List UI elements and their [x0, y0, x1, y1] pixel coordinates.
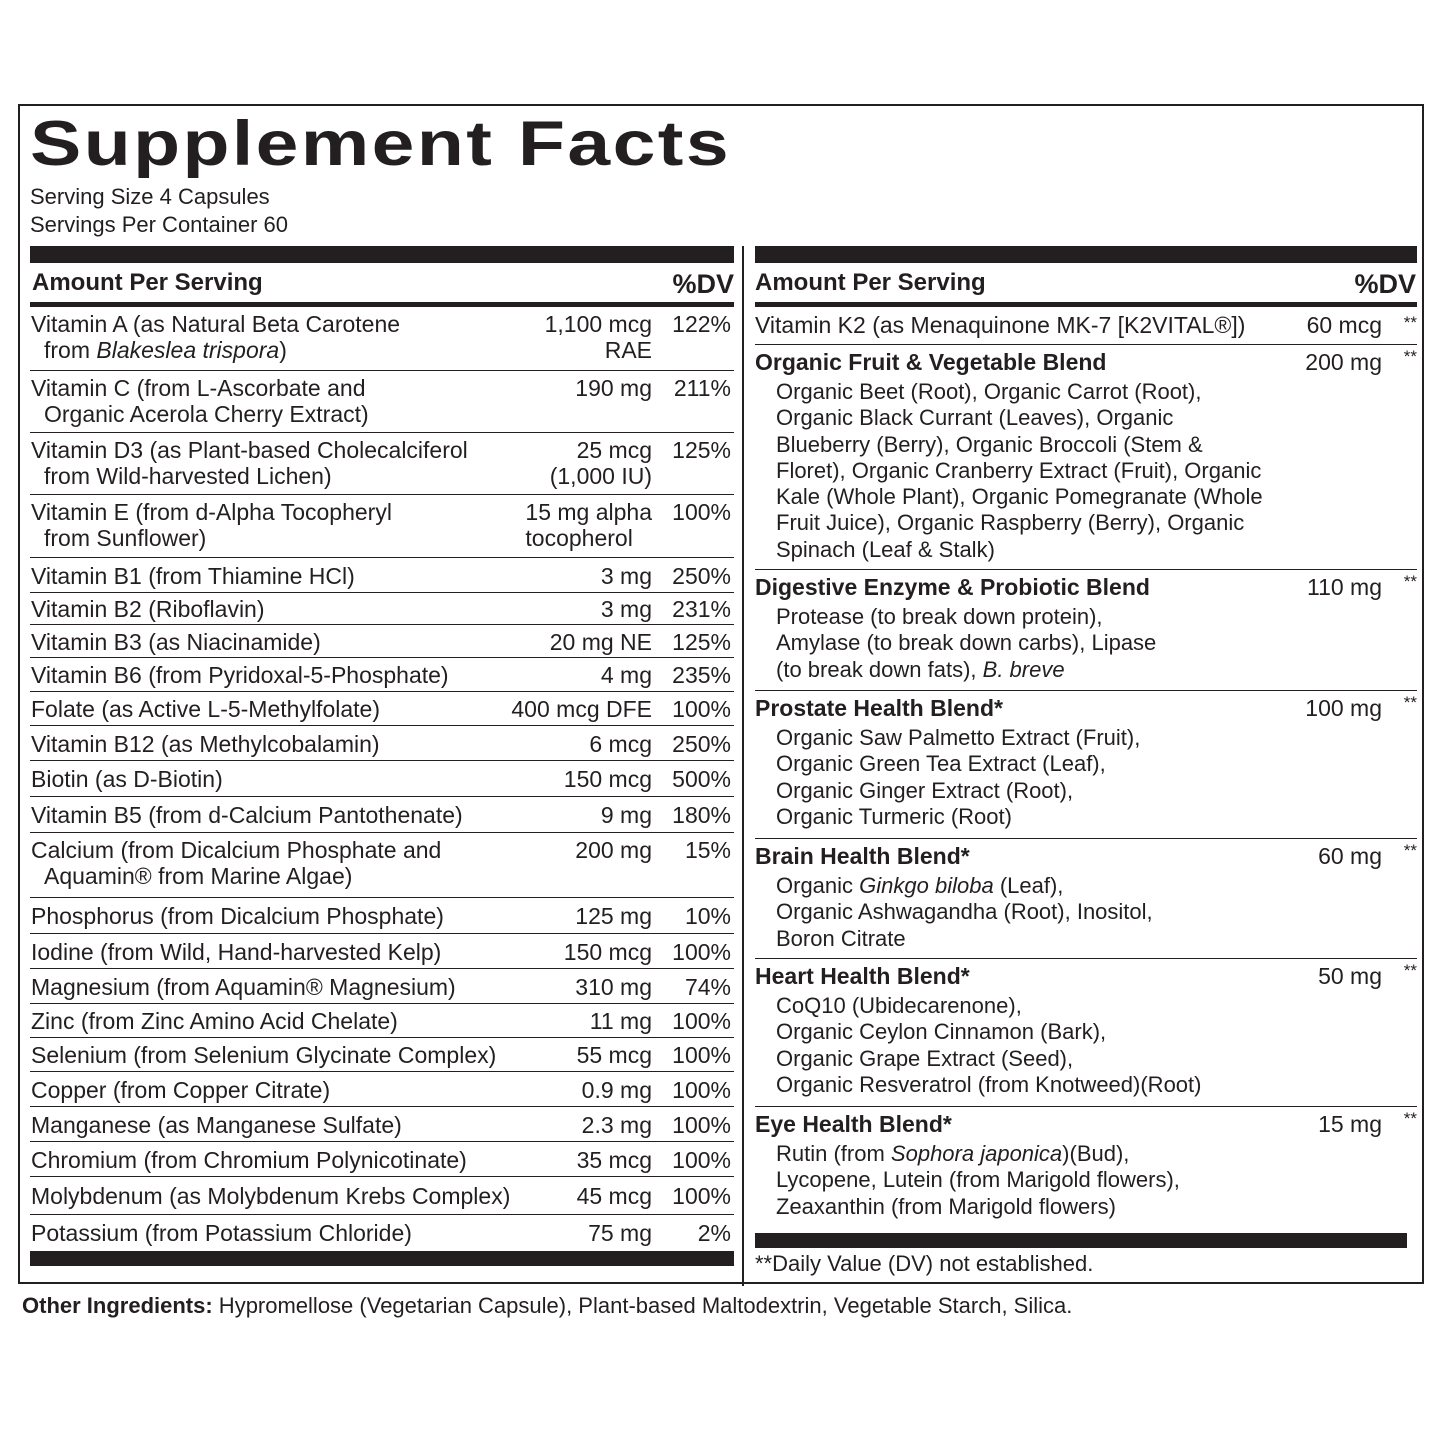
- blend-row: [755, 570, 1417, 691]
- nutrient-name: [31, 1220, 412, 1246]
- panel-title: Supplement Facts: [30, 109, 732, 179]
- nutrient-amount-line: 2.3 mg: [581, 1112, 652, 1138]
- nutrient-amount-line: 55 mcg: [576, 1042, 652, 1068]
- blend-ingredient-line: Kale (Whole Plant), Organic Pomegranate (Whole: [776, 484, 1263, 510]
- nutrient-name-line: Vitamin B2 (Riboflavin): [31, 596, 265, 622]
- nutrient-amount-line: 25 mcg: [576, 437, 652, 463]
- dv-heading: %DV: [1354, 269, 1416, 299]
- blend-ingredient-line: Zeaxanthin (from Marigold flowers): [776, 1193, 1116, 1219]
- nutrient-amount: [601, 662, 652, 688]
- nutrient-amount-line: 3 mg: [600, 563, 652, 589]
- blend-amount: 60 mg: [1318, 843, 1382, 869]
- blend-row: [755, 345, 1417, 570]
- other-ingredients: [22, 1293, 1072, 1319]
- nutrient-dv: 100%: [672, 696, 731, 722]
- blend-ingredient-line: Amylase (to break down carbs), Lipase: [776, 630, 1157, 656]
- nutrient-amount: [575, 903, 652, 929]
- nutrient-dv: 100%: [672, 1042, 731, 1068]
- nutrient-name-line: from Sunflower): [44, 525, 207, 551]
- nutrient-dv: 500%: [672, 766, 731, 792]
- nutrient-dv: 100%: [672, 1112, 731, 1138]
- nutrient-dv: 100%: [672, 1183, 731, 1209]
- nutrient-amount: [577, 1042, 652, 1068]
- blend-name: Brain Health Blend*: [755, 843, 970, 869]
- nutrient-dv: 15%: [684, 837, 731, 863]
- nutrient-name-line: Iodine (from Wild, Hand-harvested Kelp): [31, 939, 442, 965]
- blend-ingredient-line: Organic Ginkgo biloba (Leaf),: [776, 873, 1064, 898]
- nutrient-amount-line: 190 mg: [575, 375, 652, 401]
- nutrient-amount-line: 4 mg: [600, 662, 652, 688]
- nutrient-name-line: Vitamin E (from d-Alpha Tocopheryl: [31, 499, 392, 525]
- left-column: [30, 246, 734, 1266]
- nutrient-amount-line: 75 mg: [588, 1220, 652, 1246]
- blend-ingredient-line: Organic Green Tea Extract (Leaf),: [776, 751, 1106, 777]
- nutrient-name: [31, 802, 463, 828]
- column-header: [755, 263, 1417, 307]
- nutrient-name: [31, 1042, 496, 1068]
- nutrient-dv: 231%: [672, 596, 731, 622]
- nutrient-row: [30, 1142, 734, 1177]
- nutrient-name: [31, 437, 468, 489]
- nutrient-name-line: Vitamin B1 (from Thiamine HCl): [31, 563, 355, 589]
- nutrient-amount: [589, 731, 652, 757]
- thick-rule-bottom: [30, 1251, 734, 1266]
- amount-per-serving-heading: Amount Per Serving: [755, 269, 986, 296]
- nutrient-row: [30, 726, 734, 761]
- nutrient-row: [30, 1038, 734, 1072]
- nutrient-dv: 122%: [672, 311, 731, 337]
- nutrient-amount: [577, 1147, 652, 1173]
- blend-row: [755, 959, 1417, 1107]
- nutrient-dv: 10%: [684, 903, 731, 929]
- nutrient-row: [30, 558, 734, 593]
- column-divider: [742, 246, 744, 1286]
- amount-per-serving-heading: Amount Per Serving: [32, 269, 263, 296]
- nutrient-name: [31, 696, 380, 722]
- nutrient-row: [30, 658, 734, 692]
- blend-ingredients: [776, 993, 1201, 1098]
- nutrient-row: [30, 1004, 734, 1038]
- nutrient-amount-line: 15 mg alpha: [525, 499, 652, 525]
- nutrient-dv: **: [1403, 313, 1417, 332]
- nutrient-amount-line: 200 mg: [575, 837, 652, 863]
- blend-ingredient-line: Organic Saw Palmetto Extract (Fruit),: [776, 725, 1141, 750]
- nutrient-amount: [588, 1220, 652, 1246]
- nutrient-name: [31, 1147, 467, 1173]
- blend-ingredients: [776, 604, 1156, 683]
- nutrient-name: [31, 1112, 402, 1138]
- serving-size: Serving Size 4 Capsules: [30, 184, 270, 209]
- blend-amount: 15 mg: [1318, 1111, 1382, 1137]
- blend-name: Prostate Health Blend*: [755, 695, 1003, 721]
- nutrient-amount-line: 3 mg: [600, 596, 652, 622]
- nutrient-amount: [582, 1112, 652, 1138]
- servings-per-container: Servings Per Container 60: [30, 212, 289, 237]
- blend-dv: **: [1403, 572, 1417, 591]
- blend-ingredients: [776, 379, 1263, 563]
- blend-ingredient-line: Blueberry (Berry), Organic Broccoli (Stem &: [776, 431, 1203, 457]
- blend-amount: 110 mg: [1306, 574, 1382, 600]
- nutrient-dv: 2%: [697, 1220, 731, 1246]
- blend-ingredient-line: Organic Ceylon Cinnamon (Bark),: [776, 1019, 1107, 1045]
- column-header: [30, 263, 734, 307]
- nutrient-name-line: from Wild-harvested Lichen): [44, 463, 332, 489]
- nutrient-name: [31, 596, 265, 622]
- nutrient-amount: [511, 696, 652, 722]
- blend-list: [755, 345, 1417, 1229]
- nutrient-name: [31, 311, 400, 363]
- blend-ingredient-line: Rutin (from Sophora japonica)(Bud),: [776, 1141, 1130, 1166]
- blend-ingredients: [776, 725, 1140, 830]
- nutrient-name-line: Copper (from Copper Citrate): [31, 1077, 331, 1103]
- nutrient-name-line: Vitamin B12 (as Methylcobalamin): [31, 731, 380, 757]
- nutrient-dv: 100%: [672, 1008, 731, 1034]
- nutrient-name-line: Vitamin D3 (as Plant-based Cholecalciferol: [31, 437, 468, 463]
- nutrient-row: [30, 934, 734, 969]
- nutrient-name-line: Vitamin A (as Natural Beta Carotene: [31, 311, 401, 337]
- blend-name: Eye Health Blend*: [755, 1111, 952, 1137]
- nutrient-name: [31, 629, 321, 655]
- blend-dv: **: [1403, 1109, 1417, 1128]
- nutrient-name-line: Calcium (from Dicalcium Phosphate and: [31, 837, 442, 863]
- nutrient-amount: [564, 939, 652, 965]
- nutrient-amount: [577, 1183, 652, 1209]
- nutrient-amount: [545, 311, 652, 363]
- nutrient-amount-line: 20 mg NE: [549, 629, 652, 655]
- nutrient-amount: [550, 629, 652, 655]
- nutrient-amount: [550, 437, 652, 489]
- nutrient-amount: [601, 802, 652, 828]
- nutrient-name: [31, 1077, 330, 1103]
- thick-rule: [755, 246, 1417, 263]
- nutrient-row: [30, 1177, 734, 1215]
- dv-heading: %DV: [672, 269, 734, 299]
- nutrient-name-line: Folate (as Active L-5-Methylfolate): [31, 696, 380, 722]
- other-ingredients-text: Hypromellose (Vegetarian Capsule), Plant-based Maltodextrin, Vegetable Starch, Silica.: [212, 1293, 1073, 1318]
- nutrient-name: [31, 1008, 398, 1034]
- blend-dv: **: [1403, 347, 1417, 366]
- nutrient-row: [30, 797, 734, 833]
- nutrient-name: [31, 375, 369, 427]
- nutrient-name-line: Zinc (from Zinc Amino Acid Chelate): [31, 1008, 398, 1034]
- blend-ingredient-line: Organic Black Currant (Leaves), Organic: [776, 405, 1174, 431]
- nutrient-row: [30, 692, 734, 726]
- blend-ingredient-line: CoQ10 (Ubidecarenone),: [776, 993, 1022, 1018]
- nutrient-row: [30, 1215, 734, 1251]
- nutrient-amount-line: 150 mcg: [563, 939, 652, 965]
- nutrient-name: [31, 837, 441, 889]
- nutrient-dv: 100%: [672, 499, 731, 525]
- nutrient-row: [30, 625, 734, 658]
- nutrient-list: [30, 307, 734, 1251]
- nutrient-name: [31, 903, 444, 929]
- right-column: [755, 246, 1417, 1229]
- dv-footnote: **Daily Value (DV) not established.: [755, 1251, 1094, 1276]
- nutrient-dv: 250%: [672, 563, 731, 589]
- nutrient-amount: [575, 375, 652, 401]
- blend-ingredient-line: Fruit Juice), Organic Raspberry (Berry), Organic: [776, 510, 1245, 536]
- nutrient-name: [31, 731, 380, 757]
- blend-row: [755, 691, 1417, 839]
- blend-dv: **: [1403, 693, 1417, 712]
- nutrient-dv: 100%: [672, 939, 731, 965]
- nutrient-row: [30, 593, 734, 625]
- blend-ingredient-line: Lycopene, Lutein (from Marigold flowers),: [776, 1167, 1180, 1193]
- nutrient-amount-line: 35 mcg: [576, 1147, 652, 1173]
- nutrient-row: [30, 833, 734, 898]
- nutrient-amount-line: tocopherol: [525, 525, 633, 551]
- nutrient-amount-line: 310 mg: [575, 974, 652, 1000]
- thick-rule-bottom: [755, 1233, 1407, 1248]
- blend-ingredient-line: Spinach (Leaf & Stalk): [776, 536, 995, 562]
- blend-row: [755, 1107, 1417, 1229]
- nutrient-name-line: Manganese (as Manganese Sulfate): [31, 1112, 402, 1138]
- blend-ingredient-line: Organic Grape Extract (Seed),: [776, 1045, 1074, 1071]
- nutrient-row: [30, 371, 734, 433]
- nutrient-name-line: Vitamin C (from L-Ascorbate and: [31, 375, 366, 401]
- nutrient-name: [31, 662, 449, 688]
- nutrient-name: [31, 1183, 510, 1209]
- nutrient-dv: 100%: [672, 1077, 731, 1103]
- blend-ingredient-line: Protease (to break down protein),: [776, 604, 1103, 629]
- blend-ingredient-line: Organic Turmeric (Root): [776, 803, 1012, 829]
- nutrient-name-line: Organic Acerola Cherry Extract): [44, 401, 369, 427]
- nutrient-dv: 250%: [672, 731, 731, 757]
- nutrient-name: [31, 939, 441, 965]
- nutrient-amount-line: 11 mg: [589, 1008, 652, 1034]
- nutrient-name-line: Phosphorus (from Dicalcium Phosphate): [31, 903, 444, 929]
- nutrient-amount: [601, 563, 652, 589]
- thick-rule: [30, 246, 734, 263]
- nutrient-amount: [564, 766, 652, 792]
- blend-ingredient-line: Boron Citrate: [776, 925, 906, 951]
- nutrient-name-line: Biotin (as D-Biotin): [31, 766, 223, 792]
- nutrient-amount: [582, 1077, 652, 1103]
- nutrient-amount-line: 1,100 mcg: [544, 311, 652, 337]
- blend-ingredients: [776, 1141, 1180, 1220]
- nutrient-name-line: Molybdenum (as Molybdenum Krebs Complex): [31, 1183, 511, 1209]
- nutrient-amount-line: 9 mg: [600, 802, 652, 828]
- blend-ingredient-line: Floret), Organic Cranberry Extract (Fruit), Organic: [776, 457, 1262, 483]
- nutrient-name: [31, 499, 392, 551]
- nutrient-row: [30, 761, 734, 797]
- nutrient-amount: [575, 974, 652, 1000]
- nutrient-amount-line: 125 mg: [575, 903, 652, 929]
- blend-amount: 200 mg: [1305, 349, 1382, 375]
- nutrient-name: [31, 563, 355, 589]
- nutrient-amount-line: 150 mcg: [563, 766, 652, 792]
- blend-dv: **: [1403, 961, 1417, 980]
- vitamin-k2-row: [755, 307, 1417, 345]
- nutrient-row: [30, 898, 734, 934]
- nutrient-dv: 125%: [672, 629, 731, 655]
- blend-row: [755, 839, 1417, 959]
- nutrient-amount-line: (1,000 IU): [549, 463, 652, 489]
- nutrient-name-line: Vitamin B6 (from Pyridoxal-5-Phosphate): [31, 662, 449, 688]
- nutrient-name: [31, 766, 223, 792]
- nutrient-row: [30, 969, 734, 1004]
- nutrient-amount: [525, 499, 652, 551]
- nutrient-name-line: Aquamin® from Marine Algae): [44, 863, 353, 889]
- nutrient-row: [30, 1072, 734, 1107]
- blend-ingredient-line: Organic Ashwagandha (Root), Inositol,: [776, 899, 1153, 925]
- nutrient-name: Vitamin K2 (as Menaquinone MK-7 [K2VITAL®]): [755, 312, 1246, 338]
- nutrient-amount-line: RAE: [604, 337, 652, 363]
- nutrient-amount-line: 0.9 mg: [581, 1077, 652, 1103]
- nutrient-amount: [575, 837, 652, 863]
- nutrient-name-line: Vitamin B3 (as Niacinamide): [31, 629, 321, 655]
- nutrient-dv: 100%: [672, 1147, 731, 1173]
- blend-ingredient-line: Organic Beet (Root), Organic Carrot (Root),: [776, 379, 1202, 404]
- nutrient-row: [30, 495, 734, 558]
- nutrient-name-line: Potassium (from Potassium Chloride): [31, 1220, 412, 1246]
- nutrient-amount: [601, 596, 652, 622]
- nutrient-name-line: Magnesium (from Aquamin® Magnesium): [31, 974, 456, 1000]
- nutrient-amount-line: 400 mcg DFE: [511, 696, 652, 722]
- nutrient-name-line: Chromium (from Chromium Polynicotinate): [31, 1147, 467, 1173]
- nutrient-dv: 74%: [684, 974, 731, 1000]
- nutrient-name: [31, 974, 456, 1000]
- nutrient-dv: 211%: [673, 375, 731, 401]
- nutrient-amount: [590, 1008, 652, 1034]
- nutrient-row: [30, 1107, 734, 1142]
- nutrient-amount: 60 mcg: [1306, 312, 1382, 338]
- blend-amount: 50 mg: [1318, 963, 1382, 989]
- blend-amount: 100 mg: [1305, 695, 1382, 721]
- blend-ingredient-line: Organic Ginger Extract (Root),: [776, 777, 1074, 803]
- blend-ingredient-line: Organic Resveratrol (from Knotweed)(Root): [776, 1071, 1202, 1097]
- blend-name: Heart Health Blend*: [755, 963, 970, 989]
- blend-ingredients: [776, 873, 1153, 952]
- nutrient-dv: 180%: [672, 802, 731, 828]
- nutrient-dv: 235%: [672, 662, 731, 688]
- blend-ingredient-line: (to break down fats), B. breve: [776, 656, 1065, 682]
- nutrient-dv: 125%: [672, 437, 731, 463]
- supplement-facts-panel: [18, 104, 1424, 1284]
- nutrient-amount-line: 6 mcg: [589, 731, 652, 757]
- nutrient-amount-line: 45 mcg: [576, 1183, 652, 1209]
- nutrient-name-line: Selenium (from Selenium Glycinate Complex): [31, 1042, 497, 1068]
- blend-dv: **: [1403, 841, 1417, 860]
- blend-name: Organic Fruit & Vegetable Blend: [755, 349, 1107, 375]
- nutrient-row: [30, 433, 734, 495]
- nutrient-name-line: from Blakeslea trispora): [44, 337, 287, 363]
- blend-name: Digestive Enzyme & Probiotic Blend: [755, 574, 1150, 600]
- nutrient-row: [30, 307, 734, 371]
- other-ingredients-label: Other Ingredients:: [22, 1293, 213, 1318]
- nutrient-name-line: Vitamin B5 (from d-Calcium Pantothenate): [31, 802, 463, 828]
